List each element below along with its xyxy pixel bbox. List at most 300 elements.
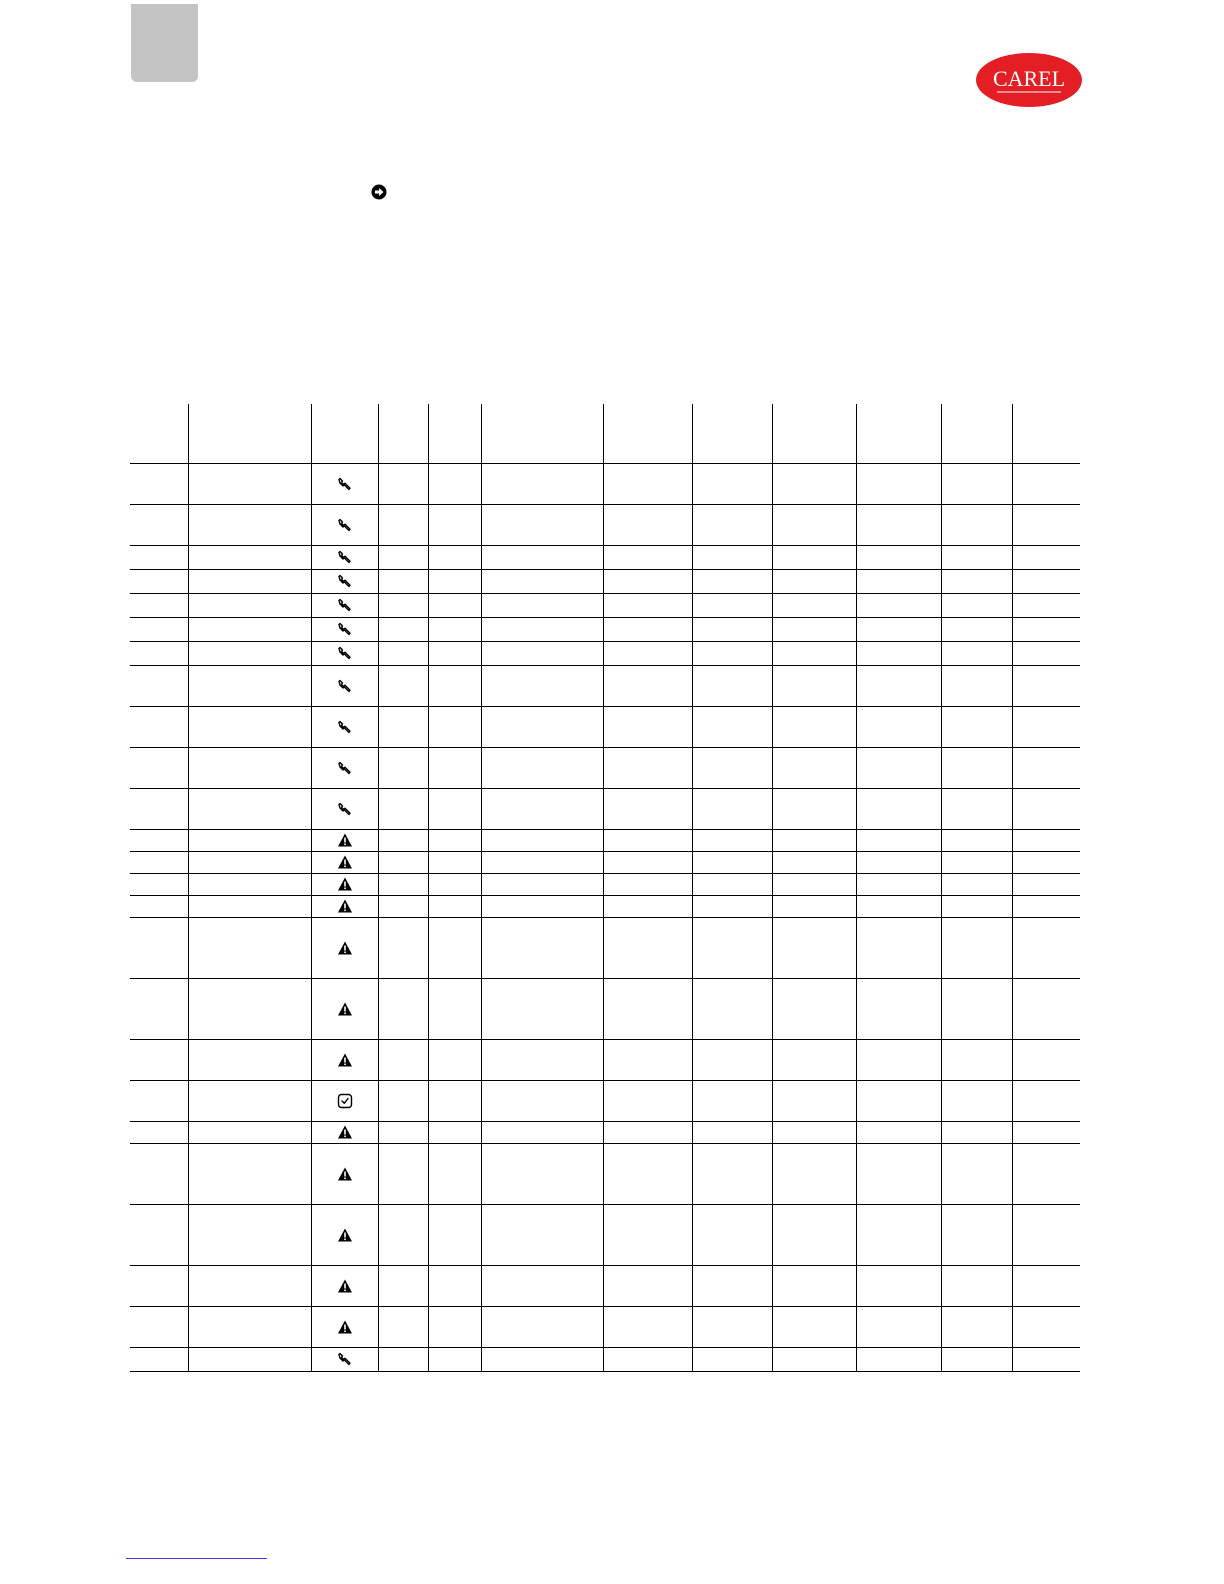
table-cell xyxy=(130,1265,188,1306)
table-cell xyxy=(481,851,603,873)
table-cell xyxy=(481,788,603,829)
table-cell xyxy=(481,1121,603,1143)
table-cell xyxy=(692,706,772,747)
table-row xyxy=(130,1204,1080,1265)
table-cell xyxy=(856,617,941,641)
table-cell xyxy=(130,665,188,706)
type-icon-cell xyxy=(311,1080,378,1121)
table-cell xyxy=(772,665,856,706)
table-cell xyxy=(692,978,772,1039)
table-row xyxy=(130,593,1080,617)
type-icon-cell xyxy=(311,873,378,895)
table-cell xyxy=(428,873,481,895)
table-cell xyxy=(1012,747,1080,788)
table-cell xyxy=(130,1080,188,1121)
table-cell xyxy=(428,545,481,569)
table-cell xyxy=(856,917,941,978)
wrench-icon xyxy=(337,801,353,817)
table-cell xyxy=(941,1347,1012,1371)
table-row xyxy=(130,978,1080,1039)
table-cell xyxy=(188,504,311,545)
table-cell xyxy=(130,788,188,829)
table-cell xyxy=(188,569,311,593)
table-cell xyxy=(1012,895,1080,917)
wrench-icon xyxy=(337,760,353,776)
table-cell xyxy=(378,545,428,569)
table-cell xyxy=(1012,829,1080,851)
table-cell xyxy=(941,747,1012,788)
type-icon-cell xyxy=(311,593,378,617)
warning-icon xyxy=(337,1227,353,1243)
header-cell xyxy=(378,404,428,463)
table-cell xyxy=(130,1039,188,1080)
type-icon-cell xyxy=(311,895,378,917)
table-cell xyxy=(378,617,428,641)
table-cell xyxy=(941,1143,1012,1204)
table-cell xyxy=(941,665,1012,706)
table-cell xyxy=(941,895,1012,917)
table-cell xyxy=(378,1204,428,1265)
table-cell xyxy=(1012,873,1080,895)
table-cell xyxy=(603,665,692,706)
wrench-icon xyxy=(337,645,353,661)
table-row xyxy=(130,504,1080,545)
table-cell xyxy=(603,895,692,917)
table-cell xyxy=(692,1080,772,1121)
table-cell xyxy=(130,873,188,895)
table-cell xyxy=(941,504,1012,545)
table-cell xyxy=(856,1265,941,1306)
table-row xyxy=(130,1347,1080,1371)
warning-icon xyxy=(337,876,353,892)
table-cell xyxy=(130,1143,188,1204)
table-cell xyxy=(378,873,428,895)
table-cell xyxy=(428,641,481,665)
table-cell xyxy=(130,593,188,617)
table-cell xyxy=(692,873,772,895)
table-cell xyxy=(692,617,772,641)
table-cell xyxy=(1012,788,1080,829)
type-icon-cell xyxy=(311,1347,378,1371)
table-row xyxy=(130,851,1080,873)
table-cell xyxy=(941,617,1012,641)
wrench-icon xyxy=(337,597,353,613)
table-cell xyxy=(603,978,692,1039)
table-cell xyxy=(188,1306,311,1347)
table-cell xyxy=(941,788,1012,829)
table-cell xyxy=(772,463,856,504)
table-cell xyxy=(692,1347,772,1371)
table-cell xyxy=(130,917,188,978)
table-cell xyxy=(188,545,311,569)
table-cell xyxy=(692,569,772,593)
table-cell xyxy=(1012,706,1080,747)
header-cell xyxy=(941,404,1012,463)
table-cell xyxy=(188,463,311,504)
table-cell xyxy=(428,788,481,829)
wrench-icon xyxy=(337,517,353,533)
table-row xyxy=(130,641,1080,665)
table-cell xyxy=(188,829,311,851)
type-icon-cell xyxy=(311,1121,378,1143)
header-cell xyxy=(1012,404,1080,463)
table-cell xyxy=(188,641,311,665)
table-cell xyxy=(481,706,603,747)
table-cell xyxy=(941,641,1012,665)
table-cell xyxy=(481,1204,603,1265)
warning-icon xyxy=(337,1001,353,1017)
table-cell xyxy=(481,641,603,665)
table-cell xyxy=(1012,851,1080,873)
type-icon-cell xyxy=(311,1306,378,1347)
wrench-icon xyxy=(337,678,353,694)
header-cell xyxy=(130,404,188,463)
table-cell xyxy=(856,851,941,873)
table-cell xyxy=(428,1080,481,1121)
wrench-icon xyxy=(337,1351,353,1367)
warning-icon xyxy=(337,854,353,870)
page-tab xyxy=(131,4,198,82)
table-cell xyxy=(130,463,188,504)
table-cell xyxy=(856,1121,941,1143)
type-icon-cell xyxy=(311,463,378,504)
table-cell xyxy=(856,747,941,788)
table-cell xyxy=(603,1080,692,1121)
table-cell xyxy=(378,895,428,917)
table-cell xyxy=(481,1306,603,1347)
table-row xyxy=(130,665,1080,706)
table-cell xyxy=(481,873,603,895)
table-row xyxy=(130,895,1080,917)
type-icon-cell xyxy=(311,569,378,593)
table-cell xyxy=(603,873,692,895)
table-cell xyxy=(603,617,692,641)
carel-logo xyxy=(975,52,1083,108)
table-cell xyxy=(603,504,692,545)
table-cell xyxy=(378,788,428,829)
table-cell xyxy=(378,1265,428,1306)
table-cell xyxy=(188,788,311,829)
header-cell xyxy=(311,404,378,463)
table-cell xyxy=(1012,617,1080,641)
table-cell xyxy=(603,463,692,504)
type-icon-cell xyxy=(311,1143,378,1204)
table-cell xyxy=(428,463,481,504)
table-cell xyxy=(603,1143,692,1204)
arrow-right-circle-icon xyxy=(371,184,387,200)
table-cell xyxy=(692,641,772,665)
table-cell xyxy=(772,851,856,873)
table-cell xyxy=(188,1143,311,1204)
table-cell xyxy=(378,706,428,747)
table-row xyxy=(130,747,1080,788)
table-cell xyxy=(188,747,311,788)
table-cell xyxy=(481,665,603,706)
table-cell xyxy=(481,1347,603,1371)
table-cell xyxy=(772,1121,856,1143)
table-cell xyxy=(130,851,188,873)
table-cell xyxy=(130,617,188,641)
table-cell xyxy=(428,665,481,706)
table-cell xyxy=(941,1039,1012,1080)
table-cell xyxy=(692,593,772,617)
table-row xyxy=(130,1265,1080,1306)
table-row xyxy=(130,917,1080,978)
table-cell xyxy=(1012,665,1080,706)
table-cell xyxy=(188,851,311,873)
table-row xyxy=(130,873,1080,895)
header-cell xyxy=(481,404,603,463)
table-cell xyxy=(1012,1039,1080,1080)
table-cell xyxy=(603,1121,692,1143)
table-cell xyxy=(603,1204,692,1265)
table-cell xyxy=(1012,1306,1080,1347)
table-cell xyxy=(428,1204,481,1265)
type-icon-cell xyxy=(311,829,378,851)
table-cell xyxy=(378,641,428,665)
table-cell xyxy=(772,873,856,895)
table-cell xyxy=(130,747,188,788)
header-cell xyxy=(856,404,941,463)
table-cell xyxy=(692,463,772,504)
type-icon-cell xyxy=(311,747,378,788)
table-cell xyxy=(772,569,856,593)
table-cell xyxy=(692,747,772,788)
table-cell xyxy=(772,504,856,545)
table-cell xyxy=(428,747,481,788)
table-cell xyxy=(188,1039,311,1080)
table-cell xyxy=(130,978,188,1039)
table-row xyxy=(130,1039,1080,1080)
table-cell xyxy=(1012,545,1080,569)
type-icon-cell xyxy=(311,1204,378,1265)
type-icon-cell xyxy=(311,706,378,747)
table-cell xyxy=(428,1039,481,1080)
type-icon-cell xyxy=(311,917,378,978)
table-cell xyxy=(428,1143,481,1204)
table-cell xyxy=(856,1080,941,1121)
wrench-icon xyxy=(337,719,353,735)
table-cell xyxy=(772,747,856,788)
table-cell xyxy=(130,1347,188,1371)
parameter-table xyxy=(130,404,1080,1372)
table-cell xyxy=(603,1039,692,1080)
table-cell xyxy=(692,1143,772,1204)
table-cell xyxy=(1012,1121,1080,1143)
header-cell xyxy=(772,404,856,463)
table-cell xyxy=(1012,463,1080,504)
table-cell xyxy=(188,1204,311,1265)
table-cell xyxy=(481,593,603,617)
table-cell xyxy=(378,1039,428,1080)
type-icon-cell xyxy=(311,1039,378,1080)
table-cell xyxy=(378,569,428,593)
table-row xyxy=(130,1143,1080,1204)
table-cell xyxy=(1012,641,1080,665)
table-row xyxy=(130,1121,1080,1143)
table-cell xyxy=(378,978,428,1039)
table-cell xyxy=(188,617,311,641)
table-cell xyxy=(603,706,692,747)
table-cell xyxy=(1012,1080,1080,1121)
table-cell xyxy=(1012,917,1080,978)
table-cell xyxy=(378,1121,428,1143)
table-cell xyxy=(188,1080,311,1121)
table-cell xyxy=(772,641,856,665)
table-cell xyxy=(603,917,692,978)
table-row xyxy=(130,463,1080,504)
table-cell xyxy=(1012,978,1080,1039)
table-row xyxy=(130,545,1080,569)
table-cell xyxy=(856,829,941,851)
table-cell xyxy=(428,1347,481,1371)
table-cell xyxy=(772,1306,856,1347)
table-cell xyxy=(188,873,311,895)
table-cell xyxy=(130,641,188,665)
table-cell xyxy=(130,504,188,545)
table-cell xyxy=(428,851,481,873)
table-cell xyxy=(856,1039,941,1080)
table-cell xyxy=(428,593,481,617)
wrench-icon xyxy=(337,573,353,589)
table-cell xyxy=(188,593,311,617)
table-cell xyxy=(856,706,941,747)
table-cell xyxy=(856,895,941,917)
table-cell xyxy=(603,1265,692,1306)
table-cell xyxy=(692,1204,772,1265)
table-cell xyxy=(692,1306,772,1347)
footer-link-underline xyxy=(126,1558,267,1559)
table-cell xyxy=(941,1121,1012,1143)
table-cell xyxy=(1012,1204,1080,1265)
table-cell xyxy=(941,569,1012,593)
table-cell xyxy=(481,545,603,569)
table-cell xyxy=(1012,569,1080,593)
table-cell xyxy=(481,504,603,545)
wrench-icon xyxy=(337,476,353,492)
table-cell xyxy=(603,1347,692,1371)
table-cell xyxy=(692,788,772,829)
table-row xyxy=(130,788,1080,829)
table-cell xyxy=(481,978,603,1039)
table-cell xyxy=(481,569,603,593)
warning-icon xyxy=(337,898,353,914)
table-cell xyxy=(941,917,1012,978)
table-cell xyxy=(428,1306,481,1347)
table-cell xyxy=(692,1121,772,1143)
table-cell xyxy=(692,545,772,569)
table-cell xyxy=(481,463,603,504)
table-cell xyxy=(378,1080,428,1121)
warning-icon xyxy=(337,940,353,956)
table-cell xyxy=(603,569,692,593)
table-cell xyxy=(130,545,188,569)
table-cell xyxy=(188,665,311,706)
table-cell xyxy=(603,593,692,617)
table-cell xyxy=(1012,1143,1080,1204)
table-cell xyxy=(603,851,692,873)
table-cell xyxy=(772,617,856,641)
table-cell xyxy=(188,1265,311,1306)
table-cell xyxy=(378,851,428,873)
table-cell xyxy=(603,829,692,851)
table-cell xyxy=(772,1143,856,1204)
type-icon-cell xyxy=(311,788,378,829)
table-cell xyxy=(856,641,941,665)
table-cell xyxy=(692,1039,772,1080)
header-cell xyxy=(428,404,481,463)
table-cell xyxy=(378,504,428,545)
table-cell xyxy=(941,706,1012,747)
table-cell xyxy=(692,851,772,873)
table-cell xyxy=(772,706,856,747)
table-row xyxy=(130,617,1080,641)
table-cell xyxy=(1012,1347,1080,1371)
table-cell xyxy=(772,788,856,829)
table-cell xyxy=(481,1143,603,1204)
table-cell xyxy=(692,1265,772,1306)
table-cell xyxy=(428,917,481,978)
table-cell xyxy=(428,569,481,593)
table-cell xyxy=(130,569,188,593)
table-row xyxy=(130,569,1080,593)
table-cell xyxy=(941,463,1012,504)
table-cell xyxy=(378,593,428,617)
table-cell xyxy=(378,747,428,788)
type-icon-cell xyxy=(311,978,378,1039)
type-icon-cell xyxy=(311,504,378,545)
table-cell xyxy=(481,895,603,917)
table-cell xyxy=(856,1347,941,1371)
table-cell xyxy=(856,593,941,617)
table-cell xyxy=(772,593,856,617)
table-cell xyxy=(130,1204,188,1265)
table-cell xyxy=(856,978,941,1039)
table-cell xyxy=(772,1080,856,1121)
table-cell xyxy=(692,665,772,706)
type-icon-cell xyxy=(311,851,378,873)
table-cell xyxy=(428,978,481,1039)
table-header-row xyxy=(130,404,1080,463)
table-cell xyxy=(428,829,481,851)
table-cell xyxy=(772,1204,856,1265)
table-cell xyxy=(188,1347,311,1371)
table-cell xyxy=(941,1306,1012,1347)
warning-icon xyxy=(337,1124,353,1140)
table-cell xyxy=(772,895,856,917)
table-cell xyxy=(378,463,428,504)
table-cell xyxy=(188,706,311,747)
table-cell xyxy=(130,895,188,917)
type-icon-cell xyxy=(311,617,378,641)
table-cell xyxy=(428,895,481,917)
table-cell xyxy=(130,706,188,747)
table-cell xyxy=(941,829,1012,851)
type-icon-cell xyxy=(311,665,378,706)
table-cell xyxy=(856,665,941,706)
table-cell xyxy=(856,1306,941,1347)
table-cell xyxy=(428,1265,481,1306)
table-cell xyxy=(428,617,481,641)
header-cell xyxy=(188,404,311,463)
table-cell xyxy=(603,788,692,829)
table-cell xyxy=(856,1143,941,1204)
warning-icon xyxy=(337,1278,353,1294)
table-cell xyxy=(428,1121,481,1143)
table-cell xyxy=(692,829,772,851)
table-cell xyxy=(481,747,603,788)
table-cell xyxy=(378,1347,428,1371)
